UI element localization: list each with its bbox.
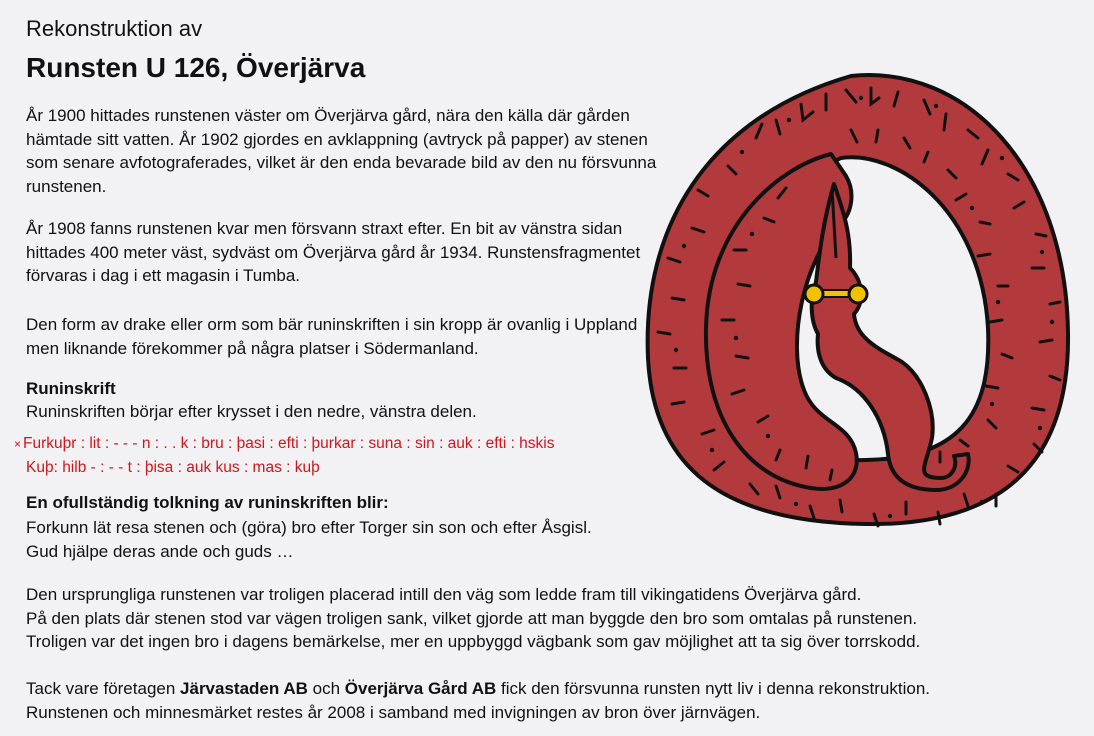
serpent-clasp-left: [805, 285, 823, 303]
paragraph-thanks: [26, 677, 1086, 724]
interpretation-line-1: Forkunn lät resa stenen och (göra) bro efter Torger sin son och efter Åsgisl.: [26, 518, 592, 537]
history-line-1: Den ursprungliga runstenen var troligen placerad intill den väg som ledde fram till vikingatidens Överjärva gård.: [26, 585, 862, 604]
thanks-line-2: Runstenen och minnesmärket restes år 2008 i samband med invigningen av bron över järnvägen.: [26, 702, 761, 722]
thanks-text-2: och: [307, 679, 345, 698]
paragraph-history: [26, 583, 1086, 654]
runic-transliteration-1: Furkuþr : lit : - - - n : . . k : bru : þasi : efti : þurkar : suna : sin : auk : efti : hskis: [23, 435, 555, 452]
thanks-text-3: fick den försvunna runsten nytt liv i denna rekonstruktion.: [496, 679, 930, 698]
serpent-clasp-right: [849, 285, 867, 303]
runic-line-1: [14, 435, 555, 453]
paragraph-serpent-form: Den form av drake eller orm som bär runinskriften i sin kropp är ovanlig i Uppland men liknande förekommer på några platser i Södermanland.: [26, 315, 638, 358]
company-jarvastaden: Järvastaden AB: [180, 679, 308, 698]
history-line-3: Troligen var det ingen bro i dagens bemärkelse, mer en uppbyggd vägbank som gav möjlighet att ta sig över torrskodd.: [26, 632, 921, 651]
interpretation-text: [26, 516, 592, 563]
runic-heading: Runinskrift: [26, 379, 116, 398]
thanks-text-1: Tack vare företagen: [26, 679, 181, 698]
cross-icon: ×: [14, 437, 22, 451]
interpretation-heading: En ofullständig tolkning av runinskriften blir:: [26, 493, 389, 512]
runic-subtitle: Runinskriften börjar efter krysset i den nedre, vänstra delen.: [26, 402, 477, 421]
pre-title: Rekonstruktion av: [26, 16, 203, 41]
paragraph-disappearance: År 1908 fanns runstenen kvar men försvann straxt efter. En bit av vänstra sidan hittades 400 meter väst, sydväst om Överjärva gård år 1934. Runstensfragmentet förvaras i dag i ett magasin i Tumba.: [26, 219, 641, 285]
interpretation-line-2: Gud hjälpe deras ande och guds …: [26, 541, 294, 561]
rune-serpent-icon: [636, 58, 1080, 528]
page-title: Runsten U 126, Överjärva: [26, 52, 366, 83]
company-overjarva-gard: Överjärva Gård AB: [344, 679, 497, 698]
runic-line-2: Kuþ: hilb - : - - t : þisa : auk kus : mas : kuþ: [26, 459, 320, 476]
paragraph-discovery: År 1900 hittades runstenen väster om Överjärva gård, nära den källa där gården hämtade sitt vatten. År 1902 gjordes en avklappning (avtryck på papper) av stenen som senare avfotograferades, vilket är den enda bevarade bild av den nu försvunna runstenen.: [26, 106, 657, 196]
history-line-2: På den plats där stenen stod var vägen troligen sank, vilket gjorde att man byggde den bro som omtalas på runstenen.: [26, 608, 918, 628]
